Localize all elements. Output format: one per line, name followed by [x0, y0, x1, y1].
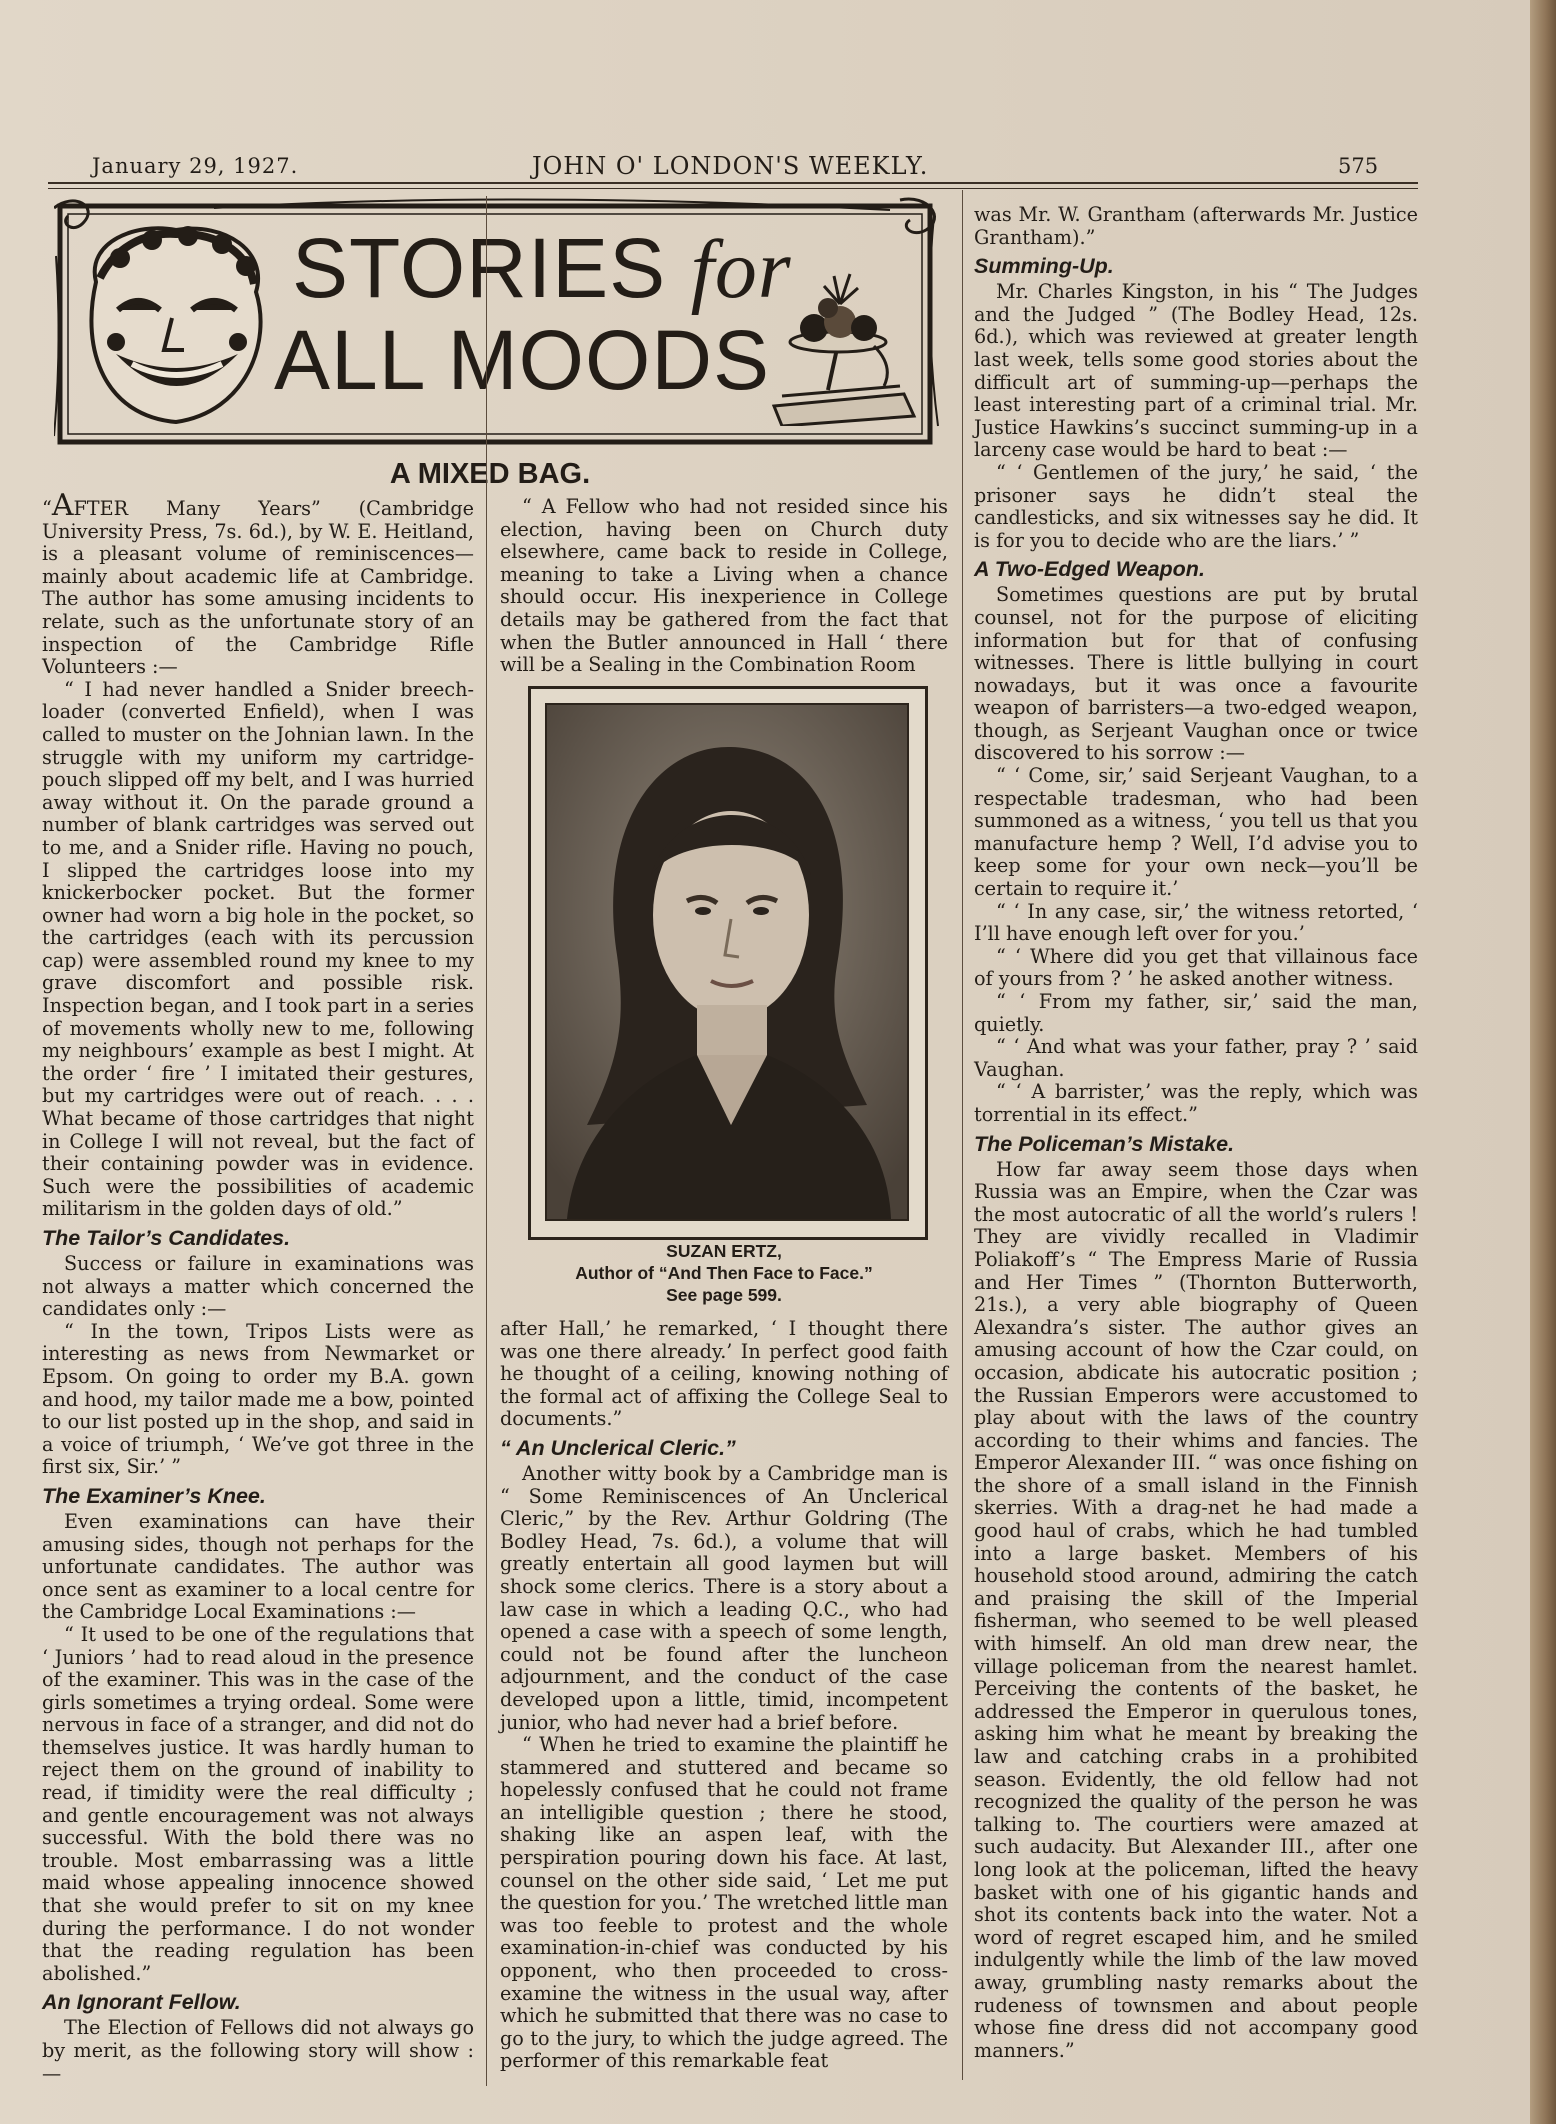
column-divider [486, 196, 487, 2086]
column-divider [962, 190, 963, 2080]
subheading: The Policeman’s Mistake. [974, 1131, 1235, 1156]
paragraph: “ It used to be one of the regulations that ‘ Juniors ’ had to read aloud in the presence of the examiner. This was in the case of the girls sometimes a trying ordeal. Some were nervous in face of a stranger, and did not do themselves justice. It was hardly human to reject them on the ground of inability to read, if timidity were the real difficulty ; and gentle encouragement was not always successful. With the bold there was no trouble. Most embarrassing was a little maid whose appealing innocence showed that she would prefer to sit on my knee during the performance. I do not wonder that the reading regulation has been abolished.” [42, 1622, 474, 1985]
portrait-photo [545, 703, 909, 1221]
paragraph: “ I had never handled a Snider breech-loader (converted Enfield), when I was called to muster on the Johnian lawn. In the struggle with my uniform my cartridge-pouch slipped off my belt, and I was hurried away without it. On the parade ground a number of blank cartridges was served out to me, and a Snider rifle. Having no pouch, I slipped the cartridges loose into my knickerbocker pocket. But the former owner had worn a big hole in the pocket, so the cartridges (each with its percussion cap) were assembled round my knee to my grave discomfort and possible risk. Inspection began, and I took part in a series of movements wholly new to me, following my neighbours’ example as best I might. At the order ‘ fire ’ I imitated their gestures, but my cartridges were out of reach. . . . What became of those cartridges that night in College I will not reveal, but the fact of their containing powder was in evidence. Such were the possibilities of academic militarism in the golden days of old.” [42, 677, 474, 1221]
column-2-top [500, 496, 948, 677]
banner-title-line1: STORIES for [292, 221, 792, 316]
paragraph: How far away seem those days when Russia was an Empire, when the Czar was the most autocratic of all the world’s rulers ! They are vividly recalled in Vladimir Poliakoff’s “ The Empress Marie of Russia and Her Times ” (Thornton Butterworth, 21s.), a very able biography of Queen Alexandra’s sister. The author gives an amusing account of how the Czar could, on occasion, abdicate his autocratic position ; the Russian Emperors were accustomed to play about with the laws of the country according to their whims and fancies. The Emperor Alexander III. “ was once fishing on the shore of a small island in the Finnish skerries. With a drag-net he had made a good haul of crabs, which he had tumbled into a large basket. Members of his household stood around, admiring the catch and praising the skill of the Imperial fisherman, who seemed to be well pleased with himself. An old man drew near, the village policeman from the nearest hamlet. Perceiving the contents of the basket, he addressed the Emperor in querulous tones, asking him what he meant by breaking the law and catching crabs in a prohibited season. Evidently, the old fellow had not recognized the quality of the person he was talking to. The courtiers were amazed at such audacity. But Alexander III., after one long look at the policeman, lifted the heavy basket with one of his gigantic hands and shot its contents back into the water. Not a word of regret escaped him, and he smiled indulgently while the limb of the law moved away, grumbling nasty remarks about the rudeness of townsmen and about people whose fine dress did not accompany good manners.” [974, 1157, 1418, 2062]
paragraph: “ ‘ Where did you get that villainous face of yours from ? ’ he asked another witness. [974, 944, 1418, 991]
paragraph: Mr. Charles Kingston, in his “ The Judges and the Judged ” (The Bodley Head, 12s. 6d.), which was reviewed at greater length last week, tells some good stories about the difficult art of summing-up—perhaps the least interesting part of a criminal trial. Mr. Justice Hawkins’s succinct summing-up in a larceny case would be hard to beat :— [974, 280, 1418, 462]
paragraph: “ ‘ And what was your father, pray ? ’ said Vaughan. [974, 1035, 1418, 1081]
subheading: “ An Unclerical Cleric.” [500, 1435, 736, 1460]
issue-date: January 29, 1927. [92, 154, 299, 178]
paragraph: “ A Fellow who had not resided since his election, having been on Church duty elsewhere, came back to reside in College, meaning to take a Living when a chance should occur. His inexperience in College details may be gathered from the fact that when the Butler announced in Hall ‘ there will be a Sealing in the Combination Room [500, 495, 948, 677]
portrait-image [547, 705, 907, 1219]
paragraph: The Election of Fellows did not always go by merit, as the following story will show :— [42, 2016, 474, 2085]
paragraph: “ In the town, Tripos Lists were as interesting as news from Newmarket or Epsom. On going to order my B.A. gown and hood, my tailor made me a bow, pointed to our list posted up in the shop, and said in a voice of triumph, ‘ We’ve got three in the first six, Sir.’ ” [42, 1319, 474, 1479]
portrait-caption [500, 1240, 948, 1306]
subheading: The Tailor’s Candidates. [42, 1226, 291, 1250]
subheading: The Examiner’s Knee. [42, 1483, 266, 1508]
portrait-frame [528, 686, 928, 1240]
magazine-title: JOHN O' LONDON'S WEEKLY. [532, 152, 929, 180]
paragraph: Another witty book by a Cambridge man is “ Some Reminiscences of An Unclerical Cleric,” by the Rev. Arthur Goldring (The Bodley Head, 7s. 6d.), a volume that will greatly entertain all good laymen but will shock some clerics. There is a story about a law case in which a leading Q.C., who had opened a case with a speech of some length, could not be found after the luncheon adjournment, and the conduct of the case developed upon a little, timid, incompetent junior, who had never had a brief before. [500, 1461, 948, 1734]
caption-line: See page 599. [666, 1285, 782, 1305]
paragraph: “ ‘ In any case, sir,’ the witness retorted, ‘ I’ll have enough left over for you.’ [974, 899, 1418, 946]
page-header [48, 150, 1418, 190]
paragraph: after Hall,’ he remarked, ‘ I thought there was one there already.’ In perfect good faith he thought of a ceiling, knowing nothing of the formal act of affixing the College Seal to documents.” [500, 1317, 948, 1431]
paragraph: was Mr. W. Grantham (afterwards Mr. Justice Grantham).” [974, 203, 1418, 249]
article-headline: A MIXED BAG. [389, 458, 591, 490]
paragraph: “ ‘ From my father, sir,’ said the man, quietly. [974, 990, 1418, 1036]
column-3 [974, 204, 1418, 2062]
paragraph: “AFTER Many Years” (Cambridge University Press, 7s. 6d.), by W. E. Heitland, is a pleasant volume of reminiscences—mainly about academic life at Cambridge. The author has some amusing incidents to relate, such as the unfortunate story of an inspection of the Cambridge Rifle Volunteers :— [42, 488, 474, 679]
drop-cap: A [51, 488, 74, 523]
column-2-bottom [500, 1318, 948, 2073]
caption-line: Author of “And Then Face to Face.” [575, 1263, 873, 1283]
paragraph: Sometimes questions are put by brutal counsel, not for the purpose of eliciting information but for that of confusing witnesses. There is little bullying in court nowadays, but it was once a favourite weapon of barristers—a two-edged weapon, though, as Serjeant Vaughan once or twice discovered to his sorrow :— [974, 583, 1418, 765]
paragraph: “ ‘ A barrister,’ was the reply, which was torrential in its effect.” [974, 1080, 1418, 1126]
column-1 [42, 488, 474, 2085]
header-rule-thin [48, 188, 1418, 189]
subheading: Summing-Up. [974, 254, 1114, 279]
binding-edge [1530, 0, 1556, 2124]
header-rule [48, 182, 1418, 184]
section-banner [54, 196, 942, 450]
caption-name: SUZAN ERTZ, [666, 1241, 782, 1261]
paragraph: “ When he tried to examine the plaintiff he stammered and stuttered and became so hopelessly confused that he could not frame an intelligible question ; there he stood, shaking like an aspen leaf, with the perspiration pouring down his face. At last, counsel on the other side said, ‘ Let me put the question for you.’ The wretched little man was too feeble to protest and the whole examination-in-chief was conducted by his opponent, who then proceeded to cross-examine the witness in the usual way, after which he submitted that there was no case to go to the jury, to which the judge agreed. The performer of this remarkable feat [500, 1733, 948, 2073]
fruit-bowl-icon [754, 256, 924, 426]
paragraph: Even examinations can have their amusing sides, though not perhaps for the unfortunate candidates. The author was once sent as examiner to a local centre for the Cambridge Local Examinations :— [42, 1509, 474, 1624]
paragraph: Success or failure in examinations was not always a matter which concerned the candidates only :— [42, 1252, 474, 1321]
paragraph: “ ‘ Come, sir,’ said Serjeant Vaughan, to a respectable tradesman, who had been summoned as a witness, ‘ you tell us that you manufacture hemp ? Well, I’d advise you to keep some for your own neck—you’ll be certain to require it.’ [974, 764, 1418, 901]
subheading: An Ignorant Fellow. [42, 1990, 241, 2015]
banner-title-line2: ALL MOODS [274, 313, 771, 407]
subheading: A Two-Edged Weapon. [974, 557, 1205, 582]
paragraph: “ ‘ Gentlemen of the jury,’ he said, ‘ the prisoner says he didn’t steal the candlesticks, and six witnesses say he did. It is for you to decide who are the liars.’ ” [974, 460, 1418, 552]
laughing-mask-icon [76, 222, 276, 432]
page-number: 575 [1338, 154, 1379, 178]
